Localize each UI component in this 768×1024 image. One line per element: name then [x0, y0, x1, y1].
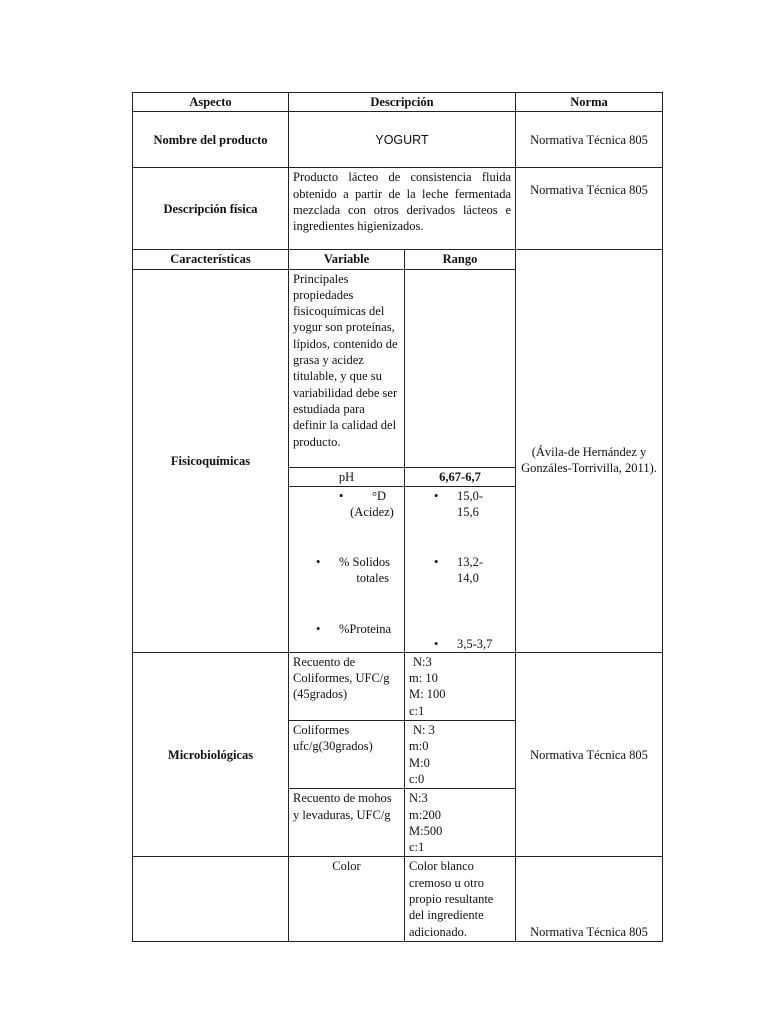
variable-proteina: %Proteina: [339, 621, 392, 636]
fisicoquimicas-label: Fisicoquímicas: [133, 269, 289, 652]
micro-variable-3: Recuento de mohos y levaduras, UFC/g: [289, 789, 405, 857]
range-proteina: 3,5-3,7: [457, 636, 493, 651]
micro-1-line-3: M: 100: [409, 687, 446, 702]
variable-acidez-1: °D: [371, 488, 387, 503]
product-spec-table: [132, 92, 663, 942]
color-variable: Color: [289, 857, 405, 941]
bullet-icon: •: [316, 554, 321, 569]
micro-values-3: [405, 789, 516, 857]
row-micro-1: [133, 652, 663, 720]
row-descripcion-fisica: [133, 168, 663, 250]
bullet-icon: •: [434, 554, 439, 569]
micro-variable-2: Coliformes ufc/g(30grados): [289, 721, 405, 789]
micro-2-line-1: N: 3: [413, 723, 435, 738]
micro-variable-1: Recuento de Coliformes, UFC/g (45grados): [289, 652, 405, 720]
bullet-icon: •: [434, 636, 439, 651]
micro-1-line-2: m: 10: [409, 671, 438, 686]
header-aspecto: Aspecto: [133, 93, 289, 112]
range-solidos-1: 13,2-: [457, 554, 484, 569]
fisicoquimicas-ranges: [405, 486, 516, 652]
ph-value: 6,67-6,7: [405, 467, 516, 486]
micro-3-line-4: c:1: [409, 840, 425, 855]
header-descripcion: Descripción: [289, 93, 516, 112]
micro-values-1: [405, 652, 516, 720]
bullet-icon: •: [316, 621, 321, 636]
header-row: [133, 93, 663, 112]
descripcion-fisica-label: Descripción física: [133, 168, 289, 250]
micro-2-line-3: M:0: [409, 755, 430, 770]
micro-2-line-4: c:0: [409, 771, 425, 786]
subheader-variable: Variable: [289, 250, 405, 269]
range-acidez-1: 15,0-: [457, 488, 484, 503]
micro-3-line-1: N:3: [409, 791, 428, 806]
bullet-icon: •: [434, 488, 439, 503]
variable-acidez-2: (Acidez): [350, 504, 394, 519]
fisicoquimicas-norma: (Ávila-de Hernández y Gonzáles-Torrivilla, 2011).: [516, 269, 663, 652]
color-norma: Normativa Técnica 805: [516, 857, 663, 941]
micro-2-line-2: m:0: [409, 739, 429, 754]
micro-values-2: [405, 721, 516, 789]
fisicoquimicas-intro: Principales propiedades fisicoquímicas del yogur son proteínas, lípidos, contenido de grasa y acidez titulable, y que su variabilidad debe ser estudiada para definir la calidad del producto.: [289, 269, 405, 467]
subheader-empty: [516, 250, 663, 269]
range-solidos-2: 14,0: [457, 570, 479, 585]
microbiologicas-label: Microbiológicas: [133, 652, 289, 857]
nombre-norma: Normativa Técnica 805: [516, 112, 663, 168]
organolepticas-label: [133, 857, 289, 941]
descripcion-fisica-norma: Normativa Técnica 805: [516, 168, 663, 250]
descripcion-fisica-value: Producto lácteo de consistencia fluida obtenido a partir de la leche fermentada mezclada con otros derivados lácteos e ingredientes higienizados.: [289, 168, 516, 250]
micro-3-line-3: M:500: [409, 823, 443, 838]
variable-solidos-2: totales: [356, 570, 389, 585]
micro-1-line-1: N:3: [413, 654, 432, 669]
microbiologicas-norma: Normativa Técnica 805: [516, 652, 663, 857]
nombre-label: Nombre del producto: [133, 112, 289, 168]
subheader-caracteristicas: Características: [133, 250, 289, 269]
color-value: Color blanco cremoso u otro propio resultante del ingrediente adicionado.: [405, 857, 516, 941]
subheader-rango: Rango: [405, 250, 516, 269]
range-acidez-2: 15,6: [457, 504, 479, 519]
nombre-value: YOGURT: [289, 112, 516, 168]
micro-1-line-4: c:1: [409, 703, 425, 718]
subheader-row: [133, 250, 663, 269]
row-fisicoquimicas-intro: [133, 269, 663, 467]
fisicoquimicas-variables: [289, 486, 405, 652]
fisicoquimicas-intro-empty: [405, 269, 516, 467]
bullet-icon: •: [339, 488, 344, 503]
row-color: [133, 857, 663, 941]
micro-3-line-2: m:200: [409, 807, 441, 822]
header-norma: Norma: [516, 93, 663, 112]
ph-label: pH: [289, 467, 405, 486]
variable-solidos-1: % Solidos: [339, 554, 391, 569]
row-nombre: [133, 112, 663, 168]
